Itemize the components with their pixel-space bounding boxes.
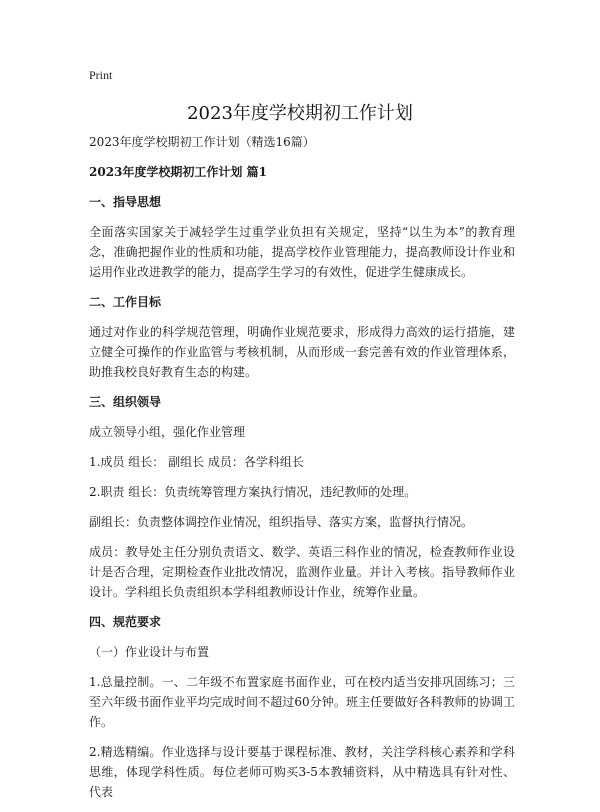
document-subtitle: 2023年度学校期初工作计划（精选16篇） (89, 135, 315, 149)
paragraph: 成员：教导处主任分别负责语文、数学、英语三科作业的情况，检查教师作业设计是否合理，定期检查作业批改情况，监测作业量。并计入考核。指导教师作业设计。学科组长负责组织本学科组教师设计作业，统筹作业量。 (89, 545, 515, 599)
section-heading: 二、工作目标 (89, 295, 162, 309)
paragraph: 2.精选精编。作业选择与设计要基于课程标准、教材，关注学科核心素养和学科思维，体现学科性质。每位老师可购买3-5本教辅资料，从中精选具有针对性、代表 (89, 745, 515, 799)
paragraph: 1.总量控制。一、二年级不布置家庭书面作业，可在校内适当安排巩固练习；三至六年级书面作业平均完成时间不超过60分钟。班主任要做好各科教师的协调工作。 (89, 675, 515, 729)
section-heading: 四、规范要求 (89, 615, 162, 629)
paragraph: 副组长：负责整体调控作业情况，组织指导、落实方案，监督执行情况。 (89, 515, 474, 529)
document-title: 2023年度学校期初工作计划 (187, 103, 413, 124)
section-title: 2023年度学校期初工作计划 篇1 (89, 165, 267, 179)
paragraph: 2.职责 组长：负责统筹管理方案执行情况，违纪教师的处理。 (89, 485, 417, 499)
section-heading: 三、组织领导 (89, 395, 162, 409)
print-link[interactable]: Print (89, 68, 113, 82)
document-body (89, 132, 515, 812)
section-heading: 一、指导思想 (89, 195, 162, 209)
paragraph: （一）作业设计与布置 (89, 645, 210, 659)
paragraph: 全面落实国家关于减轻学生过重学业负担有关规定，坚持“以生为本”的教育理念，准确把握作业的性质和功能，提高学校作业管理能力，提高教师设计作业和运用作业改进教学的能力，提高学生学习的有效性，促进学生健康成长。 (89, 225, 515, 279)
paragraph: 通过对作业的科学规范管理，明确作业规范要求，形成得力高效的运行措施，建立健全可操作的作业监管与考核机制，从而形成一套完善有效的作业管理体系，助推我校良好教育生态的构建。 (89, 325, 515, 379)
content-blocks (89, 192, 515, 802)
paragraph: 成立领导小组，强化作业管理 (89, 425, 246, 439)
paragraph: 1.成员 组长： 副组长 成员：各学科组长 (89, 455, 304, 469)
